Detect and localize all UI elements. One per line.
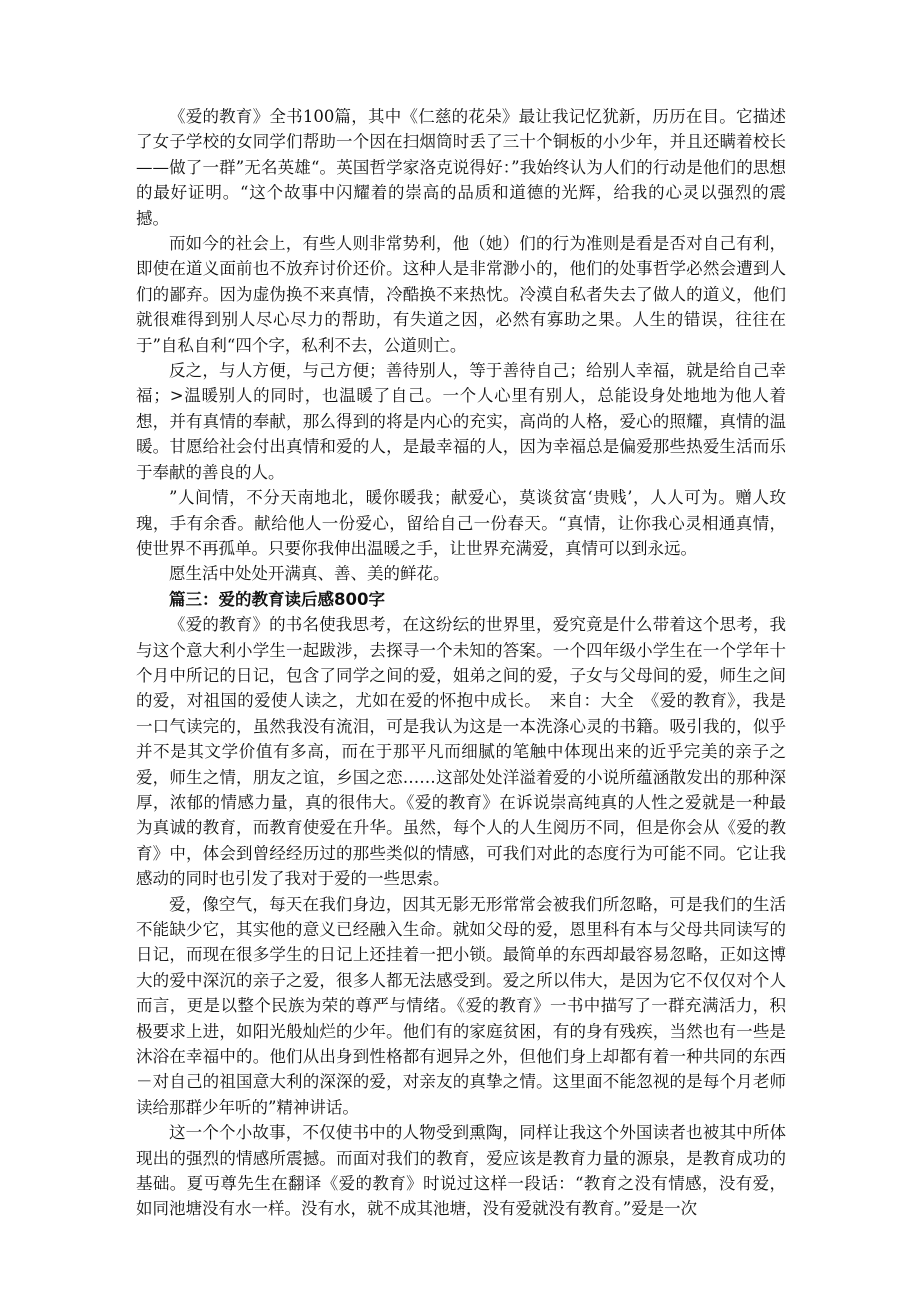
paragraph-5: 愿生活中处处开满真、善、美的鲜花。 [169, 564, 450, 584]
paragraph-3: 反之，与人方便，与己方便；善待别人，等于善待自己；给别人幸福，就是给自己幸福；>温暖别人的同时，也温暖了自己。一个人心里有别人，总能设身处地地为他人着想，并有真情的奉献，那么得到的将是内心的充实，高尚的人格，爱心的照耀，真情的温暖。甘愿给社会付出真情和爱的人，是最幸福的人，因为幸福总是偏爱那些热爱生活而乐于奉献的善良的人。 [136, 361, 786, 482]
paragraph-8: 这一个个小故事，不仅使书中的人物受到熏陶，同样让我这个外国读者也被其中所体现出的强烈的情感所震撼。而面对我们的教育，爱应该是教育力量的源泉，是教育成功的基础。夏丏尊先生在翻译《爱的教育》时说过这样一段话：“教育之没有情感，没有爱，如同池塘没有水一样。没有水，就不成其池塘，没有爱就没有教育。”爱是一次 [136, 1123, 786, 1219]
section-heading: 篇三：爱的教育读后感800字 [169, 589, 385, 609]
paragraph-4: ”人间情，不分天南地北，暖你暖我；献爱心，莫谈贫富‘贵贱’，人人可为。赠人玫瑰，手有余香。献给他人一份爱心，留给自己一份春天。“真情，让你我心灵相通真情，使世界不再孤单。只要你我伸出温暖之手，让世界充满爱，真情可以到永远。 [136, 488, 786, 558]
paragraph-7: 爱，像空气，每天在我们身边，因其无影无形常常会被我们所忽略，可是我们的生活不能缺少它，其实他的意义已经融入生命。就如父母的爱，恩里科有本与父母共同读写的日记，而现在很多学生的日记上还挂着一把小锁。最简单的东西却最容易忽略，正如这博大的爱中深沉的亲子之爱，很多人都无法感受到。爱之所以伟大，是因为它不仅仅对个人而言，更是以整个民族为荣的尊严与情绪。《爱的教育》一书中描写了一群充满活力，积极要求上进，如阳光般灿烂的少年。他们有的家庭贫困，有的身有残疾，当然也有一些是沐浴在幸福中的。他们从出身到性格都有迥异之外，但他们身上却都有着一种共同的东西－对自己的祖国意大利的深深的爱，对亲友的真挚之情。这里面不能忽视的是每个月老师读给那群少年听的”精神讲话。 [136, 894, 786, 1117]
paragraph-6: 《爱的教育》的书名使我思考，在这纷纭的世界里，爱究竟是什么带着这个思考，我与这个意大利小学生一起跋涉，去探寻一个未知的答案。一个四年级小学生在一个学年十个月中所记的日记，包含了同学之间的爱，姐弟之间的爱，子女与父母间的爱，师生之间的爱，对祖国的爱使人读之，尤如在爱的怀抱中成长。 来自：大全 《爱的教育》，我是一口气读完的，虽然我没有流泪，可是我认为这是一本洗涤心灵的书籍。吸引我的，似乎并不是其文学价值有多高，而在于那平凡而细腻的笔触中体现出来的近乎完美的亲子之爱，师生之情，朋友之谊，乡国之恋……这部处处洋溢着爱的小说所蕴涵散发出的那种深厚，浓郁的情感力量，真的很伟大。《爱的教育》在诉说崇高纯真的人性之爱就是一种最为真诚的教育，而教育使爱在升华。虽然，每个人的人生阅历不同，但是你会从《爱的教育》中，体会到曾经经历过的那些类似的情感，可我们对此的态度行为可能不同。它让我感动的同时也引发了我对于爱的一些思索。 [136, 615, 786, 889]
document-page [136, 104, 786, 1222]
paragraph-2: 而如今的社会上，有些人则非常势利，他（她）们的行为准则是看是否对自己有利，即使在道义面前也不放弃讨价还价。这种人是非常渺小的，他们的处事哲学必然会遭到人们的鄙弃。因为虚伪换不来真情，冷酷换不来热忱。冷漠自私者失去了做人的道义，他们就很难得到别人尽心尽力的帮助，有失道之因，必然有寡助之果。人生的错误，往往在于”自私自利“四个字，私利不去，公道则亡。 [136, 234, 786, 355]
paragraph-1: 《爱的教育》全书100篇，其中《仁慈的花朵》最让我记忆犹新，历历在目。它描述了女子学校的女同学们帮助一个因在扫烟筒时丢了三十个铜板的小少年，并且还瞒着校长——做了一群”无名英雄“。英国哲学家洛克说得好：”我始终认为人们的行动是他们的思想的最好证明。“这个故事中闪耀着的崇高的品质和道德的光辉，给我的心灵以强烈的震撼。 [136, 107, 786, 228]
